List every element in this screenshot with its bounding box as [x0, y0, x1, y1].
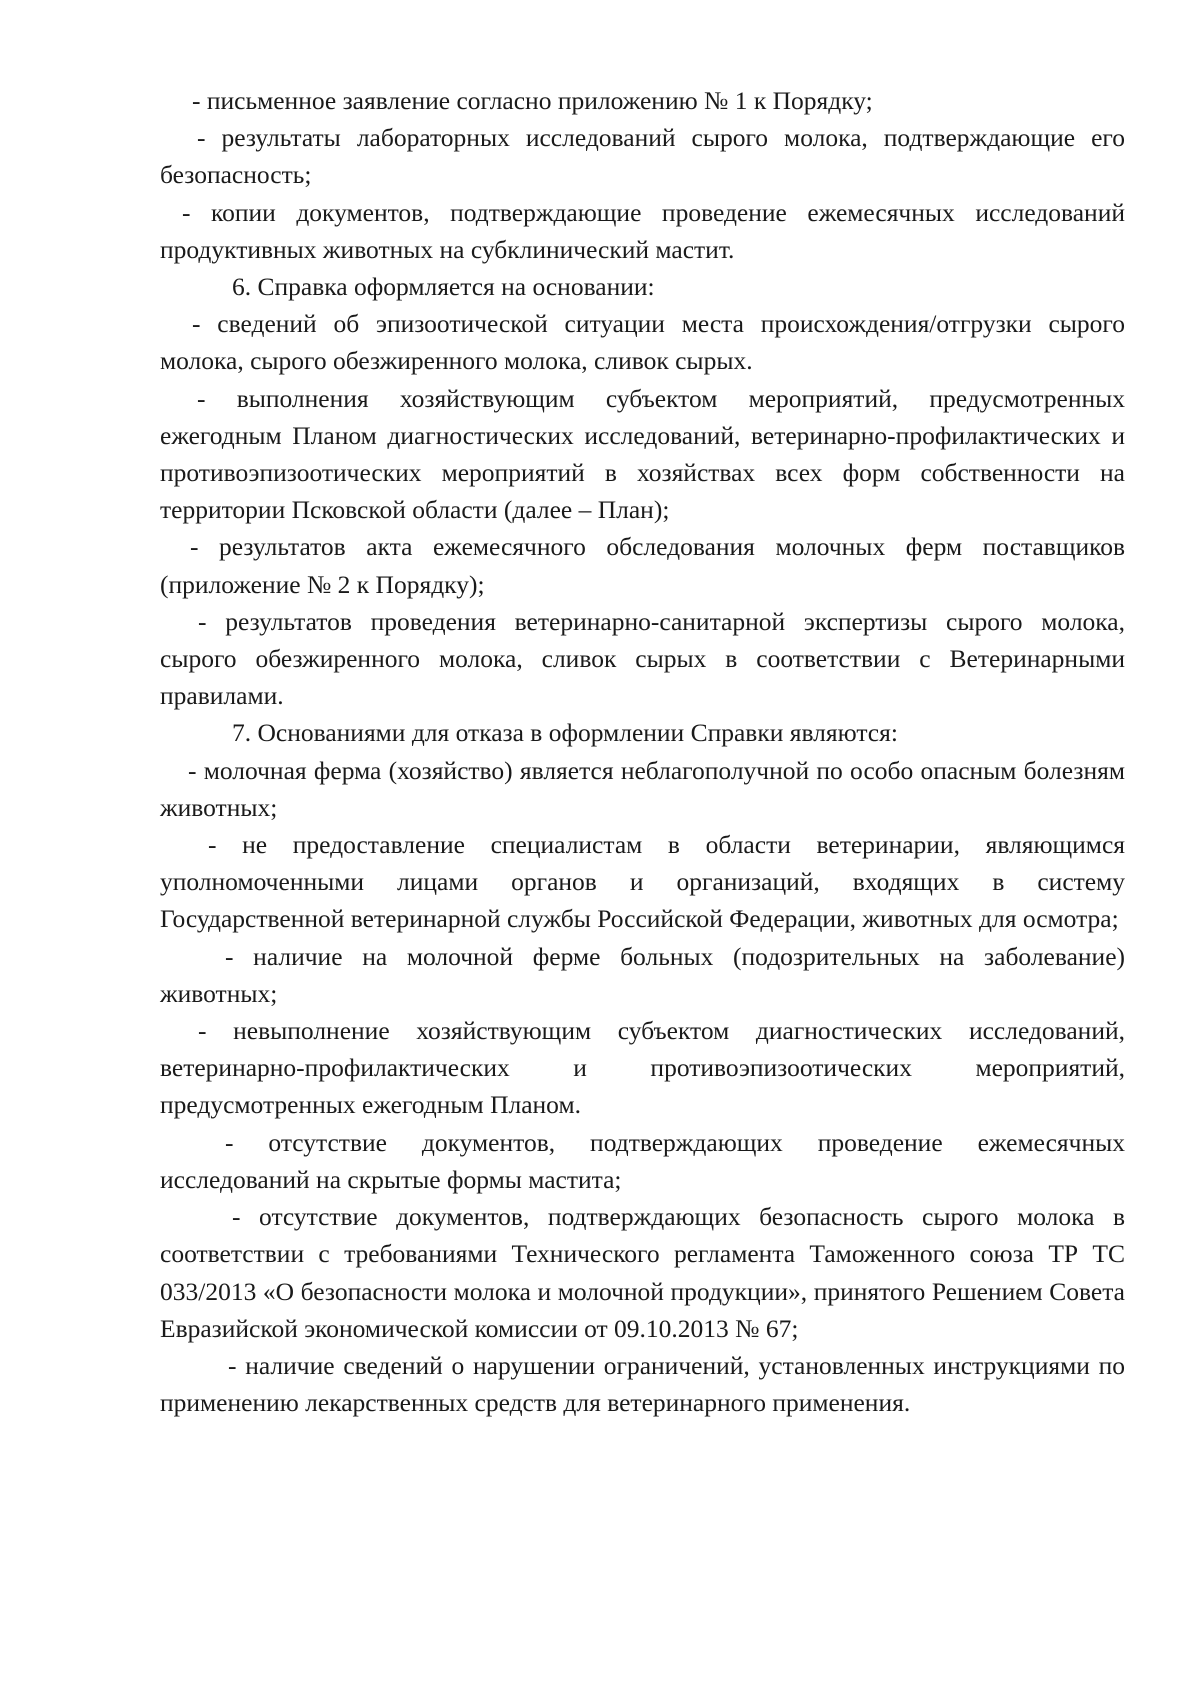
paragraph: - отсутствие документов, подтверждающих проведение ежемесячных исследований на скрытые формы мастита; — [160, 1127, 1125, 1194]
document-body — [160, 82, 1125, 1421]
section-heading-6: 6. Справка оформляется на основании: — [232, 272, 655, 302]
paragraph: - результатов проведения ветеринарно-санитарной экспертизы сырого молока, сырого обезжиренного молока, сливок сырых в соответствии с Ветеринарными правилами. — [160, 606, 1125, 711]
paragraph: - копии документов, подтверждающие проведение ежемесячных исследований продуктивных животных на субклинический мастит. — [160, 197, 1125, 264]
section-heading-7: 7. Основаниями для отказа в оформлении Справки являются: — [232, 718, 898, 748]
paragraph: - отсутствие документов, подтверждающих безопасность сырого молока в соответствии с требованиями Технического регламента Таможенного союза ТР ТС 033/2013 «О безопасности молока и молочной продукции», принятого Решением Совета Евразийской экономической комиссии от 09.10.2013 № 67; — [160, 1202, 1125, 1343]
paragraph: - наличие на молочной ферме больных (подозрительных на заболевание) животных; — [160, 941, 1125, 1008]
paragraph: - не предоставление специалистам в области ветеринарии, являющимся уполномоченными лицами органов и организаций, входящих в систему Государственной ветеринарной службы Российской Федерации, животных для осмотра; — [160, 830, 1125, 934]
paragraph: - невыполнение хозяйствующим субъектом диагностических исследований, ветеринарно-профилактических и противоэпизоотических мероприятий, предусмотренных ежегодным Планом. — [160, 1016, 1125, 1120]
paragraph: - письменное заявление согласно приложению № 1 к Порядку; — [192, 86, 873, 115]
paragraph: - молочная ферма (хозяйство) является неблагополучной по особо опасным болезням животных; — [160, 755, 1125, 822]
paragraph: - результатов акта ежемесячного обследования молочных ферм поставщиков (приложение № 2 к Порядку); — [160, 532, 1125, 599]
paragraph: - результаты лабораторных исследований сырого молока, подтверждающие его безопасность; — [160, 123, 1125, 190]
paragraph: - наличие сведений о нарушении ограничений, установленных инструкциями по применению лекарственных средств для ветеринарного применения. — [160, 1350, 1125, 1418]
paragraph: - сведений об эпизоотической ситуации места происхождения/отгрузки сырого молока, сырого обезжиренного молока, сливок сырых. — [160, 309, 1125, 376]
paragraph: - выполнения хозяйствующим субъектом мероприятий, предусмотренных ежегодным Планом диагностических исследований, ветеринарно-профилактических и противоэпизоотических мероприятий в хозяйствах всех форм собственности на территории Псковской области (далее – План); — [160, 383, 1125, 525]
